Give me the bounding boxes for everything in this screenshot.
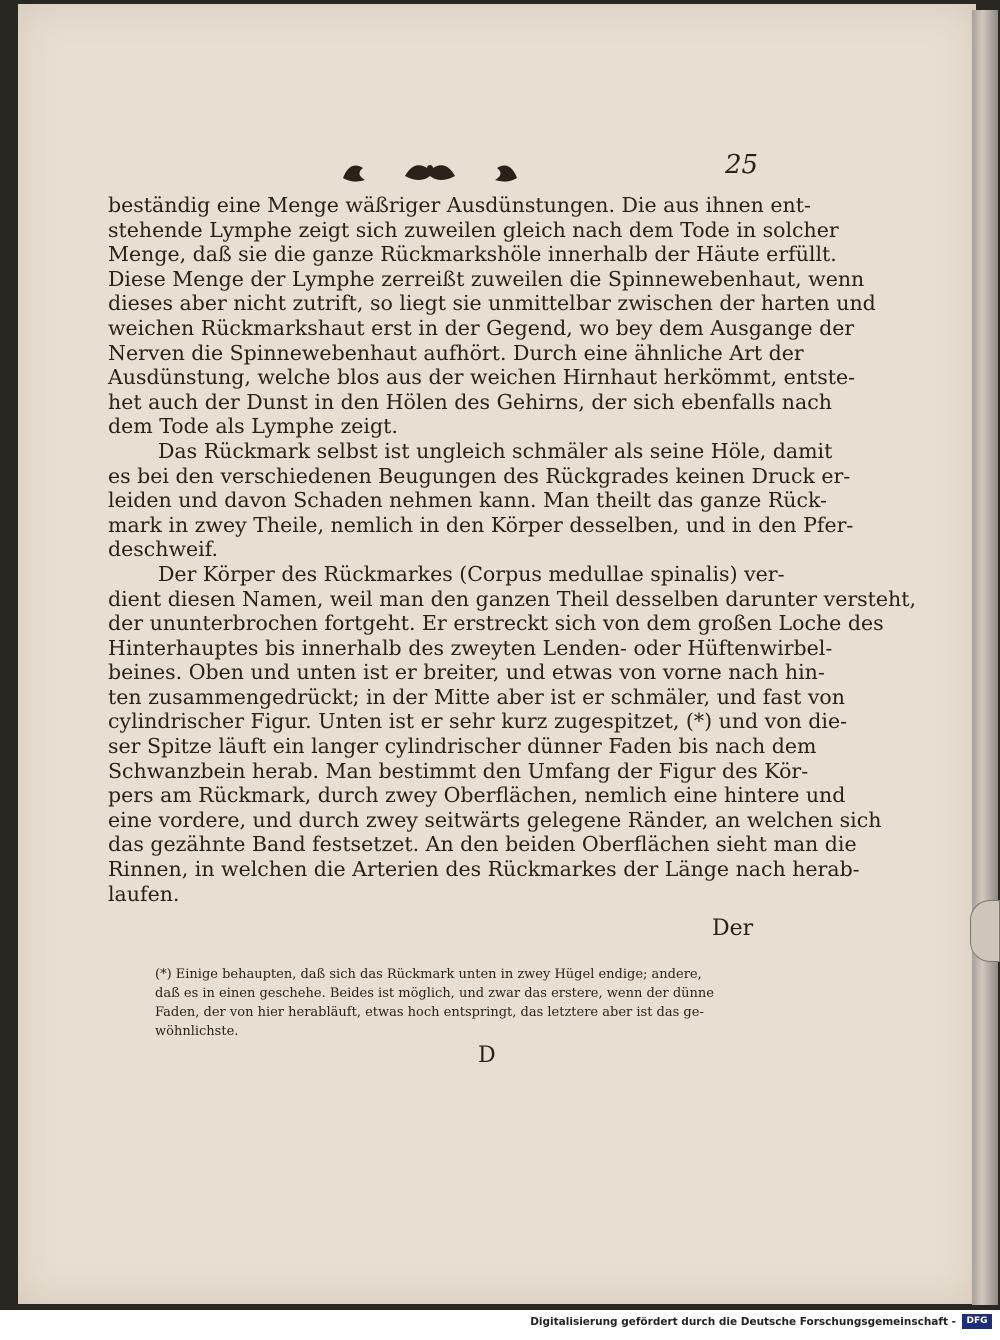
dfg-logo: DFG xyxy=(962,1314,992,1329)
text-line: deschweif. xyxy=(108,537,219,562)
body-text xyxy=(108,193,916,906)
text-line: Diese Menge der Lymphe zerreißt zuweilen die Spinnewebenhaut, wenn xyxy=(108,266,865,291)
footnote xyxy=(155,965,765,1041)
text-line: Ausdünstung, welche blos aus der weichen Hirnhaut herkömmt, entste- xyxy=(108,365,856,390)
footnote-line: daß es in einen geschehe. Beides ist möglich, und zwar das erstere, wenn der dünne xyxy=(155,986,714,1001)
text-line: beständig eine Menge wäßriger Ausdünstungen. Die aus ihnen ent- xyxy=(108,193,811,217)
text-line: Nerven die Spinnewebenhaut aufhört. Durch eine ähnliche Art der xyxy=(108,340,804,365)
text-line: Der Körper des Rückmarkes (Corpus medullae spinalis) ver- xyxy=(158,561,785,586)
footnote-line: Faden, der von hier herabläuft, etwas hoch entspringt, das letztere aber ist das ge- xyxy=(155,1005,704,1020)
footer-credit: Digitalisierung gefördert durch die Deutsche Forschungsgemeinschaft - xyxy=(530,1316,956,1328)
catchword: Der xyxy=(712,916,754,941)
footnote-line: wöhnlichste. xyxy=(155,1024,239,1039)
text-line: laufen. xyxy=(108,881,180,906)
signature-mark: D xyxy=(478,1043,496,1068)
text-line: Schwanzbein herab. Man bestimmt den Umfang der Figur des Kör- xyxy=(108,758,809,783)
text-line: leiden und davon Schaden nehmen kann. Man theilt das ganze Rück- xyxy=(108,488,827,513)
page-number: 25 xyxy=(725,150,759,180)
text-line: eine vordere, und durch zwey seitwärts gelegene Ränder, an welchen sich xyxy=(108,807,882,832)
text-line: Hinterhauptes bis innerhalb des zweyten Lenden- oder Hüftenwirbel- xyxy=(108,635,833,660)
text-line: Das Rückmark selbst ist ungleich schmäler als seine Höle, damit xyxy=(158,438,833,463)
text-line: Rinnen, in welchen die Arterien des Rückmarkes der Länge nach herab- xyxy=(108,857,860,882)
text-line: das gezähnte Band festsetzet. An den beiden Oberflächen sieht man die xyxy=(108,832,857,857)
ornament-headpiece xyxy=(335,150,525,190)
text-line: weichen Rückmarkshaut erst in der Gegend, wo bey dem Ausgange der xyxy=(108,315,855,340)
text-line: ser Spitze läuft ein langer cylindrischer dünner Faden bis nach dem xyxy=(108,734,817,759)
text-line: pers am Rückmark, durch zwey Oberflächen, nemlich eine hintere und xyxy=(108,783,846,808)
text-line: dem Tode als Lymphe zeigt. xyxy=(108,414,398,439)
text-line: ten zusammengedrückt; in der Mitte aber ist er schmäler, und fast von xyxy=(108,684,845,709)
page-tab xyxy=(970,900,1000,962)
text-line: stehende Lymphe zeigt sich zuweilen gleich nach dem Tode in solcher xyxy=(108,217,839,242)
text-line: het auch der Dunst in den Hölen des Gehirns, der sich ebenfalls nach xyxy=(108,389,832,414)
text-line: Menge, daß sie die ganze Rückmarkshöle innerhalb der Häute erfüllt. xyxy=(108,242,837,267)
text-line: dieses aber nicht zutrift, so liegt sie unmittelbar zwischen der harten und xyxy=(108,291,876,316)
text-line: es bei den verschiedenen Beugungen des Rückgrades keinen Druck er- xyxy=(108,463,851,488)
text-line: mark in zwey Theile, nemlich in den Körper desselben, und in den Pfer- xyxy=(108,512,854,537)
page-stack-edge xyxy=(972,10,998,1305)
text-line: cylindrischer Figur. Unten ist er sehr kurz zugespitzet, (*) und von die- xyxy=(108,709,848,734)
text-line: beines. Oben und unten ist er breiter, und etwas von vorne nach hin- xyxy=(108,660,825,685)
text-line: dient diesen Namen, weil man den ganzen Theil desselben darunter versteht, xyxy=(108,586,916,611)
footnote-line: (*) Einige behaupten, daß sich das Rückmark unten in zwey Hügel endige; andere, xyxy=(155,967,702,982)
text-line: der ununterbrochen fortgeht. Er erstreckt sich von dem großen Loche des xyxy=(108,611,884,636)
